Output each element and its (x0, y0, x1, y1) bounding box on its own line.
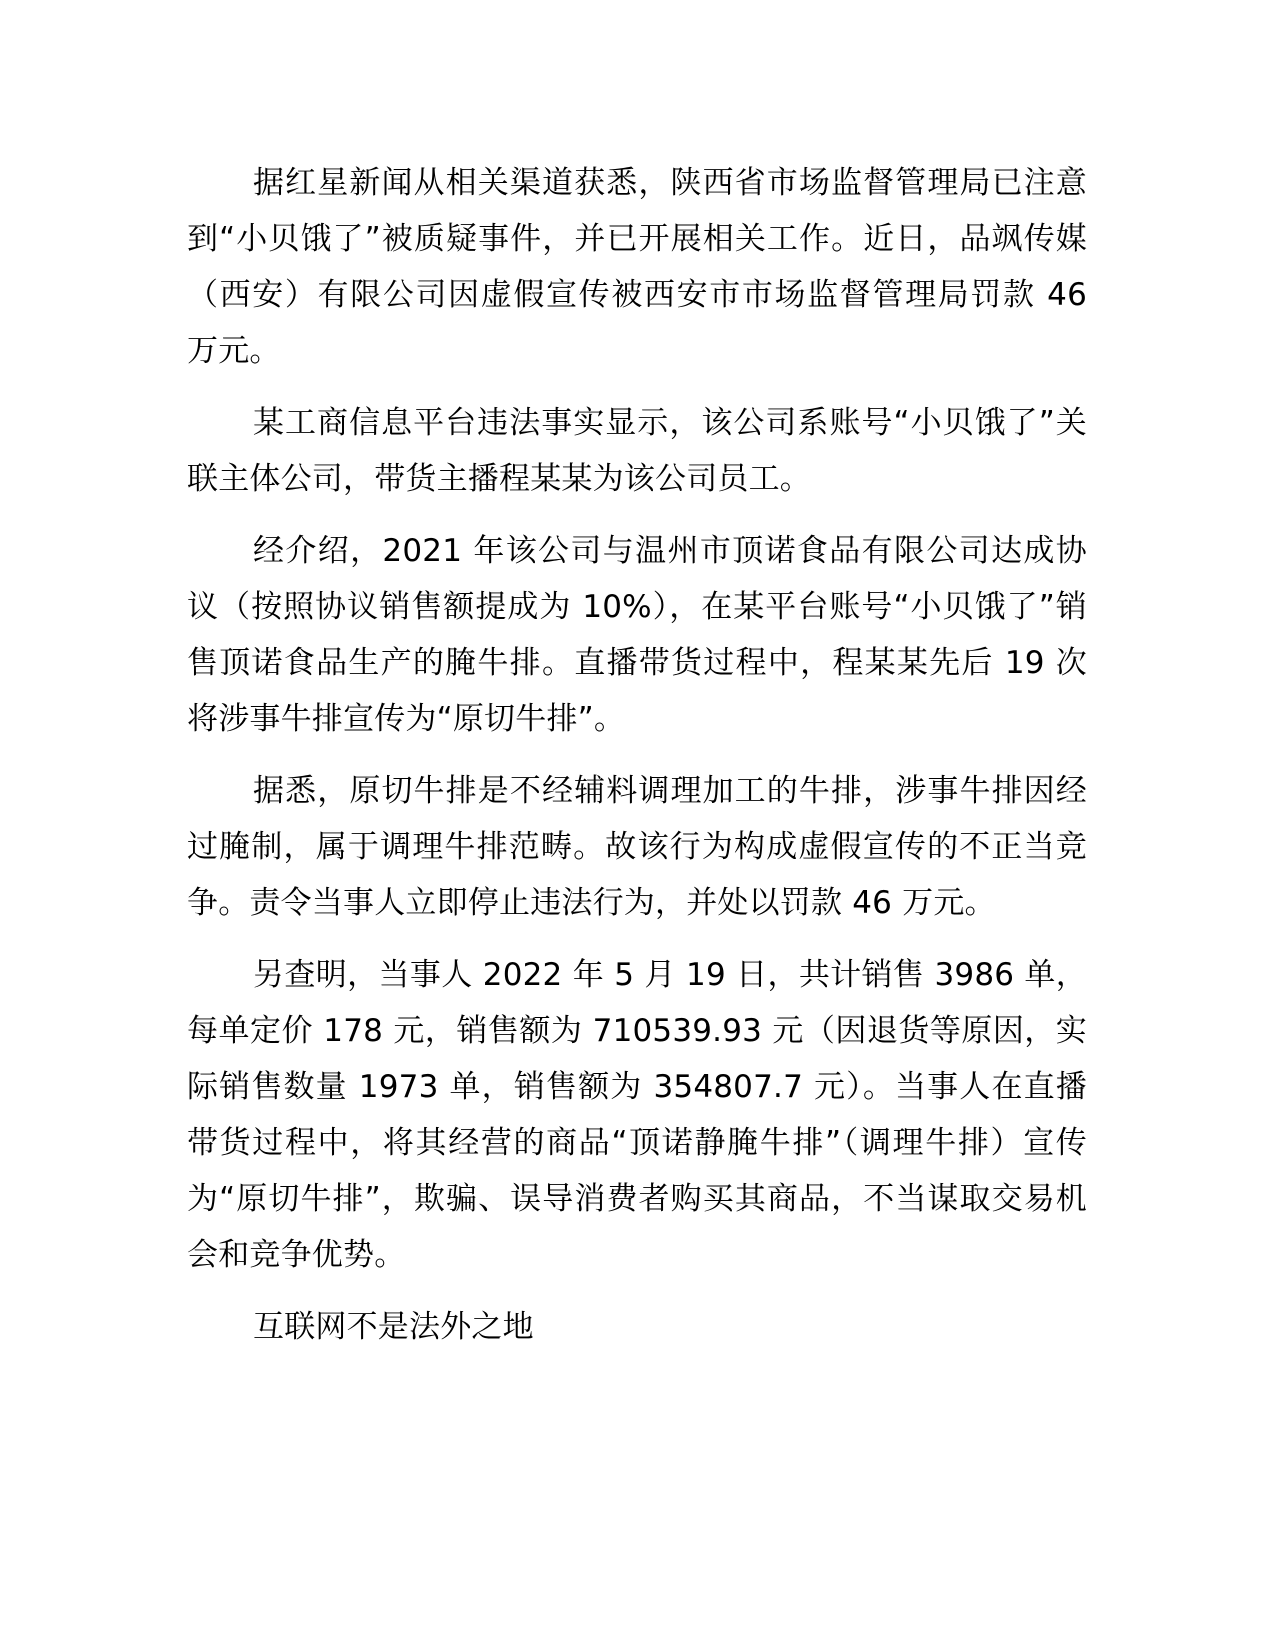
paragraph-1: 据红星新闻从相关渠道获悉，陕西省市场监督管理局已注意到“小贝饿了”被质疑事件，并已开展相关工作。近日，品飒传媒（西安）有限公司因虚假宣传被西安市市场监督管理局罚款 46 万元。 (187, 165, 1087, 369)
paragraph-4: 据悉，原切牛排是不经辅料调理加工的牛排，涉事牛排因经过腌制，属于调理牛排范畴。故该行为构成虚假宣传的不正当竞争。责令当事人立即停止违法行为，并处以罚款 46 万元。 (187, 773, 1087, 921)
paragraph-3: 经介绍，2021 年该公司与温州市顶诺食品有限公司达成协议（按照协议销售额提成为 10%），在某平台账号“小贝饿了”销售顶诺食品生产的腌牛排。直播带货过程中，程某某先后 19 次将涉事牛排宣传为“原切牛排”。 (187, 533, 1087, 737)
paragraph-2: 某工商信息平台违法事实显示，该公司系账号“小贝饿了”关联主体公司，带货主播程某某为该公司员工。 (187, 405, 1087, 497)
paragraph-5: 另查明，当事人 2022 年 5 月 19 日，共计销售 3986 单，每单定价 178 元，销售额为 710539.93 元（因退货等原因，实际销售数量 1973 单，销售额为 354807.7 元）。当事人在直播带货过程中，将其经营的商品“顶诺静腌牛排”（调理牛排）宣传为“原切牛排”，欺骗、误导消费者购买其商品，不当谋取交易机会和竞争优势。 (187, 957, 1087, 1273)
section-heading: 互联网不是法外之地 (253, 1309, 534, 1345)
document-body (187, 155, 1087, 1371)
